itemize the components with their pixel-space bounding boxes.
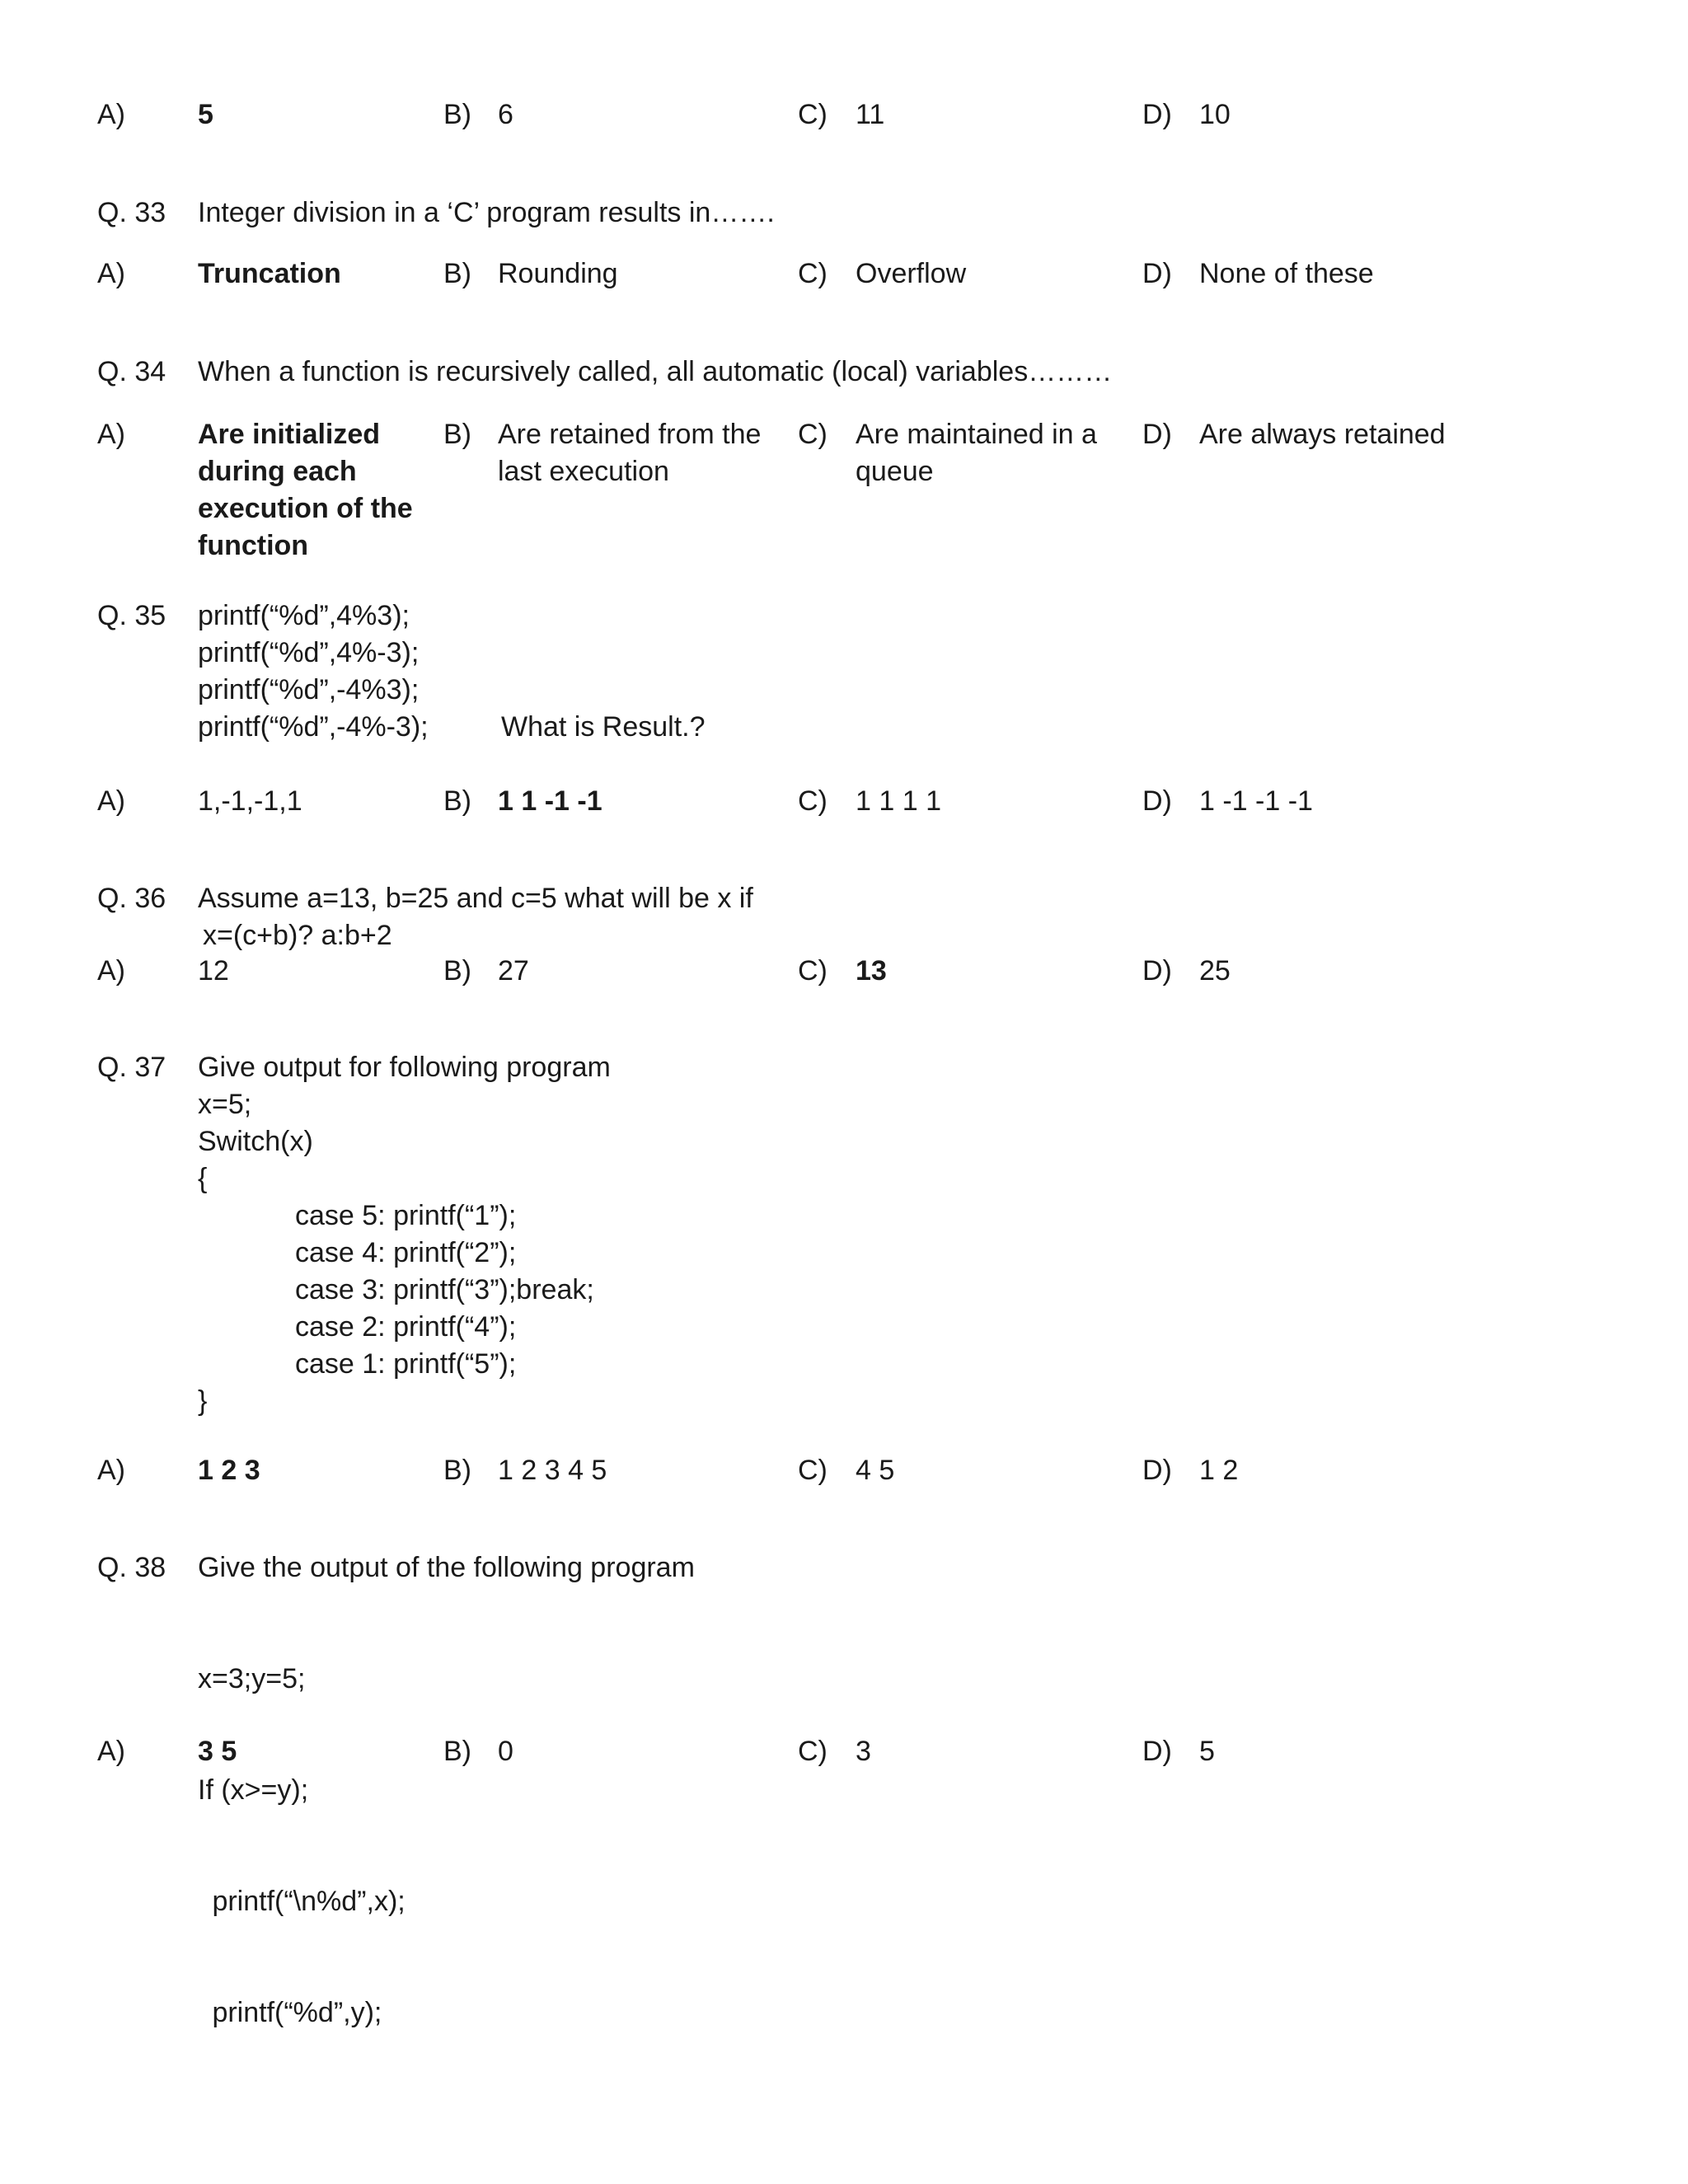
option-a-label: A) — [97, 1455, 125, 1486]
option-c-label: C) — [798, 258, 828, 289]
option-d-text: Are always retained — [1199, 419, 1446, 450]
question-text: Integer division in a ‘C’ program results in……. — [198, 197, 775, 228]
option-b-label: B) — [443, 955, 471, 987]
option-a-text: 3 5 — [198, 1736, 237, 1767]
option-b-text: 27 — [498, 955, 529, 987]
option-a-label: A) — [97, 785, 125, 817]
option-a-label: A) — [97, 99, 125, 130]
option-b-label: B) — [443, 419, 471, 450]
option-d-label: D) — [1142, 785, 1172, 817]
option-a-label: A) — [97, 955, 125, 987]
option-a-text: 5 — [198, 99, 213, 130]
option-b-label: B) — [443, 1455, 471, 1486]
option-a-text: 1,-1,-1,1 — [198, 785, 302, 817]
option-d-label: D) — [1142, 955, 1172, 987]
question-number: Q. 33 — [97, 197, 166, 228]
option-b-text: 6 — [498, 99, 513, 130]
option-b-text: Are retained from the last execution — [498, 419, 762, 487]
code-close-brace: } — [198, 1385, 208, 1417]
code-block: x=3;y=5; If (x>=y); printf(“\n%d”,x); printf(“%d”,y); — [198, 1663, 406, 2028]
option-d-label: D) — [1142, 99, 1172, 130]
question-text: When a function is recursively called, all automatic (local) variables……… — [198, 356, 1113, 387]
option-d-label: D) — [1142, 1736, 1172, 1767]
option-b-text: 1 1 -1 -1 — [498, 785, 603, 817]
option-a-text: 12 — [198, 955, 229, 987]
option-a-text: Are initialized during each execution of the function — [198, 419, 413, 561]
option-c-label: C) — [798, 955, 828, 987]
option-c-label: C) — [798, 1455, 828, 1486]
option-a-text: 1 2 3 — [198, 1455, 260, 1486]
question-text: Give output for following program — [198, 1052, 611, 1083]
question-text: Give the output of the following program — [198, 1552, 695, 1583]
switch-cases: case 5: printf(“1”); case 4: printf(“2”); case 3: printf(“3”);break; case 2: printf(“4”); case 1: printf(“5”); — [295, 1200, 594, 1380]
option-c-text: 1 1 1 1 — [856, 785, 941, 817]
question-number: Q. 35 — [97, 600, 166, 631]
option-b-text: 0 — [498, 1736, 513, 1767]
option-a-label: A) — [97, 258, 125, 289]
question-number: Q. 36 — [97, 883, 166, 914]
option-b-text: 1 2 3 4 5 — [498, 1455, 607, 1486]
code-block: printf(“%d”,4%3); printf(“%d”,4%-3); printf(“%d”,-4%3); printf(“%d”,-4%-3); — [198, 600, 429, 743]
option-b-label: B) — [443, 785, 471, 817]
option-c-label: C) — [798, 99, 828, 130]
option-d-text: None of these — [1199, 258, 1374, 289]
option-d-text: 1 -1 -1 -1 — [1199, 785, 1313, 817]
option-c-label: C) — [798, 1736, 828, 1767]
option-d-label: D) — [1142, 419, 1172, 450]
option-d-label: D) — [1142, 1455, 1172, 1486]
question-number: Q. 38 — [97, 1552, 166, 1583]
option-c-text: 11 — [856, 99, 885, 130]
code-block: x=5; Switch(x) { — [198, 1089, 313, 1194]
option-d-text: 10 — [1199, 99, 1231, 130]
option-c-text: 3 — [856, 1736, 871, 1767]
option-d-text: 1 2 — [1199, 1455, 1239, 1486]
option-c-text: 4 5 — [856, 1455, 895, 1486]
option-d-text: 5 — [1199, 1736, 1215, 1767]
question-text: Assume a=13, b=25 and c=5 what will be x if x=(c+b)? a:b+2 — [198, 883, 753, 951]
option-b-label: B) — [443, 99, 471, 130]
option-a-label: A) — [97, 1736, 125, 1767]
option-d-text: 25 — [1199, 955, 1231, 987]
option-c-label: C) — [798, 785, 828, 817]
option-c-text: Are maintained in a queue — [856, 419, 1097, 487]
option-a-text: Truncation — [198, 258, 341, 289]
option-b-text: Rounding — [498, 258, 618, 289]
question-text: What is Result.? — [501, 711, 706, 743]
option-c-text: Overflow — [856, 258, 967, 289]
question-number: Q. 34 — [97, 356, 166, 387]
option-b-label: B) — [443, 1736, 471, 1767]
option-a-label: A) — [97, 419, 125, 450]
option-b-label: B) — [443, 258, 471, 289]
option-c-label: C) — [798, 419, 828, 450]
option-d-label: D) — [1142, 258, 1172, 289]
question-number: Q. 37 — [97, 1052, 166, 1083]
option-c-text: 13 — [856, 955, 887, 987]
